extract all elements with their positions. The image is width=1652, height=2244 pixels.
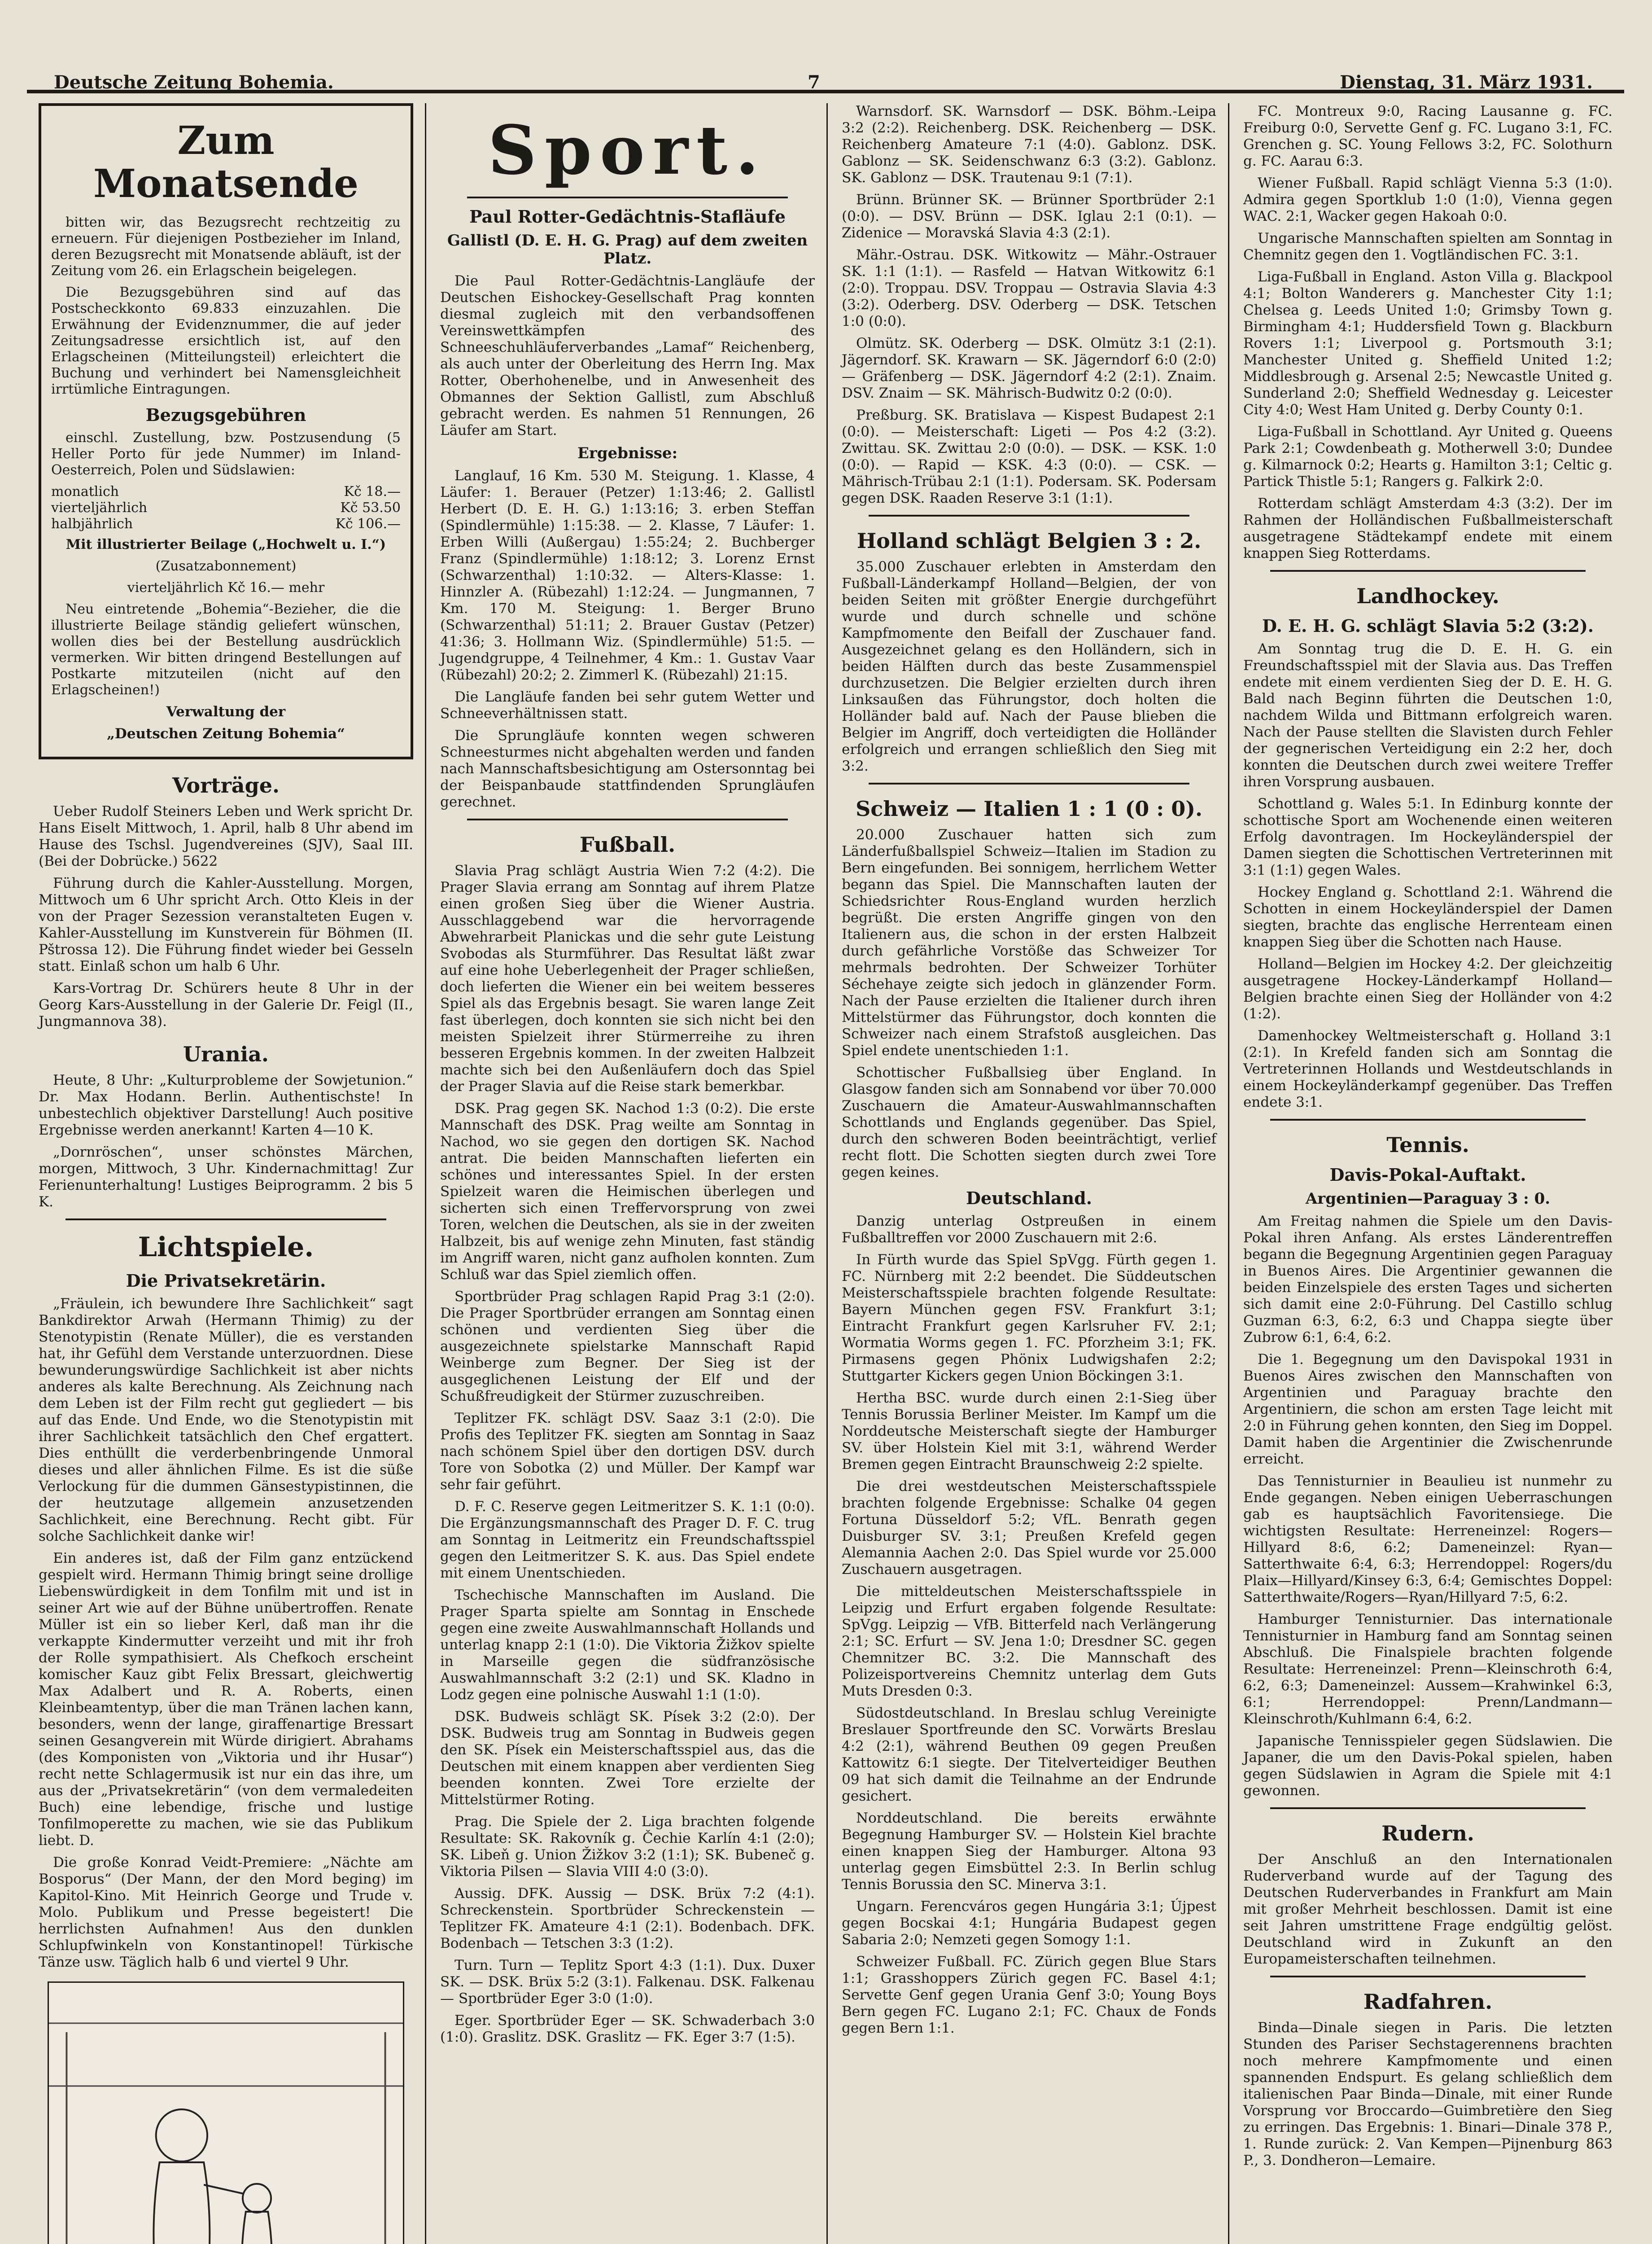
dehg-slavia-report: Am Sonntag trug die D. E. H. G. ein Freundschaftsspiel mit der Slavia aus. Das Treffen endete mit einem verdienten Sieg der D. E. H. G. Bald nach Beginn führten die Deutschen 1:0, nachdem Wilda und Bittmann erfolgreich waren. Nach der Pause stellten die Slavisten durch Fehler der gegnerischen Verteidigung ein 2:2 her, doch konnten die Deutschen durch zwei weitere Treffer ihren Vorsprung ausbauen. <box>1243 641 1613 790</box>
germany-hertha: Hertha BSC. wurde durch einen 2:1-Sieg über Tennis Borussia Berliner Meister. Im Kampf um die Norddeutsche Meisterschaft siegte der Hamburger SV. über Holstein Kiel mit 3:1, während Werder Bremen gegen Eintracht Braunschweig 2:2 spielte. <box>842 1390 1216 1473</box>
results-chemnitz: Ungarische Mannschaften spielten am Sonntag in Chemnitz gegen den 1. Vogtländischen FC. 3:1. <box>1243 230 1613 263</box>
rotter-results: Langlauf, 16 Km. 530 M. Steigung. 1. Klasse, 4 Läufer: 1. Berauer (Petzer) 1:13:46; 2. Gallistl Herbert (D. E. H. G.) 1:13:16; 3. erben Steffan (Spindlermühle) 1:15:38. — 2. Klasse, 7 Läufer: 1. Erben Willi (Außergau) 1:55:24; 2. Buchberger Franz (Spindlermühle) 1:18:12; 3. Lorenz Ernst (Schwarzenthal) 1:10:32. — Alters-Klasse: 1. Hinnzler A. (Rübezahl) 1:12:24. — Jungmannen, 7 Km. 170 M. Steigung: 1. Berger Bruno (Schwarzenthal) 51:11; 2. Brauer Gustav (Petzer) 41:36; 3. Hollmann Wiz. (Spindlermühle) 51:5. — Jugendgruppe, 4 Teilnehmer, 4 Km.: 1. Gustav Vaar (Rübezahl) 20:2; 2. Zimmerl K. (Rübezahl) 21:15. <box>440 468 815 683</box>
rotter-weather: Die Langläufe fanden bei sehr gutem Wetter und Schneeverhältnissen statt. <box>440 689 815 722</box>
lectures-heading: Vorträge. <box>172 773 280 798</box>
column-3 <box>830 103 1229 2244</box>
football-teplitz-saaz: Teplitzer FK. schlägt DSV. Saaz 3:1 (2:0). Die Profis des Teplitzer FK. siegten am Sonntag in Saaz nach schönem Spiel über den dortigen DSV. durch Tore von Sobotka (2) und Müller. Der Kampf war sehr fair geführt. <box>440 1410 815 1493</box>
results-north: Warnsdorf. SK. Warnsdorf — DSK. Böhm.-Leipa 3:2 (2:2). Reichenberg. DSK. Reichenberg — DSK. Reichenberg Amateure 7:1 (4:0). Gablonz. DSK. Gablonz — SK. Seidenschwanz 6:3 (3:2). Gablonz. SK. Gablonz — DSK. Trautenau 9:1 (7:1). <box>842 103 1216 186</box>
argentina-paraguay-title: Argentinien—Paraguay 3 : 0. <box>1305 1190 1551 1208</box>
divider <box>66 1218 386 1220</box>
field-hockey-heading: Landhockey. <box>1356 584 1499 608</box>
tennis-japan: Japanische Tennisspieler gegen Südslawien. Die Japaner, die um den Davis-Pokal spielen, haben gegen Südslawien in Agram die Spiele mit 4:1 gewonnen. <box>1243 1733 1613 1799</box>
illustrated-supplement: Mit illustrierter Beilage („Hochwelt u. I.“) <box>66 537 386 552</box>
divider <box>467 197 788 198</box>
rotter-title: Paul Rotter-Gedächtnis-Stafläufe <box>469 206 786 227</box>
holland-belgium-report: 35.000 Zuschauer erlebten in Amsterdam den Fußball-Länderkampf Holland—Belgien, der von beiden Seiten mit größter Energie durchgeführt wurde und durch schnelle und schöne Kampfmomente den Beifall der Zuschauer fand. Ausgezeichnet gelang es den Holländern, sich in beiden Hälften durch das beste Zusammenspiel durchzusetzen. Die Belgier erzielten durch ihren Linksaußen das Führungstor, doch holten die Holländer bald auf. Nach der Pause blieben die Belgier im Angriff, doch verteidigten die Holländer erfolgreich und errangen schließlich den Sieg mit 3:2. <box>842 559 1216 774</box>
urania-fairytale: „Dornröschen“, unser schönstes Märchen, morgen, Mittwoch, 3 Uhr. Kindernachmittag! Zur Ferienunterhaltung! Lustiges Beiprogramm. 2 bis 5 K. <box>39 1144 413 1210</box>
fee-row-monthly: monatlich Kč 18.— <box>51 484 401 500</box>
tennis-beaulieu: Das Tennisturnier in Beaulieu ist nunmehr zu Ende gegangen. Neben einigen Ueberraschungen gab es hauptsächlich Favoritensiege. Die wichtigsten Resultate: Herreneinzel: Rogers—Hillyard 8:6, 6:2; Dameneinzel: Ryan—Satterthwaite 6:4, 6:3; Herrendoppel: Rogers/du Plaix—Hillyard/Kinsey 6:3, 6:4; Gemischtes Doppel: Satterthwaite/Rogers—Ryan/Hillyard 7:5, 6:2. <box>1243 1473 1613 1605</box>
page-number: 7 <box>808 72 820 93</box>
lecture-kahler: Führung durch die Kahler-Ausstellung. Morgen, Mittwoch um 6 Uhr spricht Arch. Otto Kleis in der von der Prager Sezession veranstalteten Eugen v. Kahler-Ausstellung im Kunstverein für Böhmen (II. Pštrossa 12). Die Führung findet wieder bei Gesseln statt. Einlaß schon um halb 6 Uhr. <box>39 875 413 974</box>
davis-cup-title: Davis-Pokal-Auftakt. <box>1329 1165 1526 1185</box>
supplement-fee: vierteljährlich Kč 16.— mehr <box>127 580 325 596</box>
results-ostrau: Mähr.-Ostrau. DSK. Witkowitz — Mähr.-Ostrauer SK. 1:1 (1:1). — Rasfeld — Hatvan Witkowitz 6:1 (2:0). Troppau. DSV. Troppau — Ostravia Slavia 4:3 (3:2). Oderberg. DSV. Oderberg — DSK. Tetschen 1:0 (0:0). <box>842 247 1216 329</box>
results-vienna: Wiener Fußball. Rapid schlägt Vienna 5:3 (1:0). Admira gegen Sportklub 1:0 (1:0), Vienna gegen WAC. 2:1, Wacker gegen Hakoah 0:0. <box>1243 175 1613 224</box>
dehg-slavia-title: D. E. H. G. schlägt Slavia 5:2 (3:2). <box>1262 616 1594 636</box>
notice-title: Zum Monatsende <box>93 118 359 206</box>
football-aussig: Aussig. DFK. Aussig — DSK. Brüx 7:2 (4:1). Schreckenstein. Sportbrüder Schreckenstein — Teplitzer FK. Amateure 4:1 (2:1). Bodenbach. DFK. Bodenbach — Tetschen 3:3 (1:2). <box>440 1885 815 1951</box>
notice-signature-2: „Deutschen Zeitung Bohemia“ <box>107 726 345 742</box>
rowing-heading: Rudern. <box>1381 1821 1474 1845</box>
veidt-premiere: Die große Konrad Veidt-Premiere: „Nächte am Bosporus“ (Der Mann, der den Mord beging) im Kapitol-Kino. Mit Heinrich George und Trude v. Molo. Publikum und Presse begeistert! Die herrlichsten Aufnahmen! Aus den dunklen Schlupfwinkeln von Konstantinopel! Türkische Tänze usw. Täglich halb 6 und viertel 9 Uhr. <box>39 1854 413 1970</box>
column-2 <box>428 103 828 2244</box>
tennis-heading: Tennis. <box>1386 1133 1469 1157</box>
football-dsk-nachod: DSK. Prag gegen SK. Nachod 1:3 (0:2). Die erste Mannschaft des DSK. Prag weilte am Sonntag in Nachod, wo sie gegen den dortigen SK. Nachod antrat. Die beiden Mannschaften lieferten ein schönes und interessantes Spiel. In der ersten Spielzeit waren die Heimischen überlegen und sicherten sich einen Treffervorsprung von zwei Toren, welchen die Deutschen, als sie in der zweiten Halbzeit, bis auf wenige zehn Minuten, fast ständig im Angriff waren, nicht ganz aufholen konnten. Zum Schluß war das Spiel ziemlich offen. <box>440 1100 815 1283</box>
results-rotterdam: Rotterdam schlägt Amsterdam 4:3 (3:2). Der im Rahmen der Holländischen Fußballmeisterschaft ausgetragene Städtekampf endete mit einem knappen Sieg Rotterdams. <box>1243 495 1613 561</box>
sport-section-title: Sport. <box>488 111 767 190</box>
switzerland-italy-report: 20.000 Zuschauer hatten sich zum Länderfußballspiel Schweiz—Italien im Stadion zu Bern eingefunden. Bei sonnigem, herrlichem Wetter begann das Spiel. Die Mannschaften lauten der Schiedsrichter Rous-England wurden herzlich begrüßt. Die ersten Angriffe gingen von den Italienern aus, die schon in der ersten Halbzeit durch gefährliche Vorstöße das Schweizer Tor mehrmals bedrohten. Der Schweizer Torhüter Séchehaye zeigte sich jedoch in glänzender Form. Nach der Pause erzielten die Italiener durch ihren Mittelstürmer das Führungstor, doch konnten die Schweizer nach einem Strafstoß ausgleichen. Das Spiel endete unentschieden 1:1. <box>842 827 1216 1059</box>
rotter-subtitle: Gallistl (D. E. H. G. Prag) auf dem zweiten Platz. <box>447 232 808 267</box>
football-budweis-pisek: DSK. Budweis schlägt SK. Písek 3:2 (2:0). Der DSK. Budweis trug am Sonntag in Budweis gegen den SK. Písek ein Meisterschaftsspiel aus, das die Deutschen mit einem knappen aber verdienten Sieg beenden konnten. Zwei Tore erzielte der Mittelstürmer Roting. <box>440 1709 815 1808</box>
fee-row-halfyear: halbjährlich Kč 106.— <box>51 516 401 532</box>
film-review-p1: „Fräulein, ich bewundere Ihre Sachlichkeit“ sagt Bankdirektor Arwah (Hermann Thimig) zu der Stenotypistin (Renate Müller), die es verstanden hat, ihr Gefühl dem Verstande unterzuordnen. Diese bewunderungswürdige Sachlichkeit ist aber nichts anderes als kalte Berechnung. Als Zeichnung nach dem Leben ist der Film recht gut gegliedert — bis auf das Ende. Und Ende, wo die Stenotypistin mit ihrer Sachlichkeit tatsächlich den Chef ergattert. Dies enthüllt die verderbenbringende Unmoral dieses und aller ähnlichen Filme. Es ist die süße Verlockung für die dummen Gänsestypistinnen, die der heutzutage allgemein anzusetzenden Sachlichkeit, eine Berechnung. Recht gibt. Für solche Sachlichkeit danke wir! <box>39 1296 413 1544</box>
notice-text-3: Neu eintretende „Bohemia“-Bezieher, die die illustrierte Beilage ständig geliefert wünschen, wollen dies bei der Bestellung ausdrücklich vermerken. Wir bitten dringend Bestellungen auf Postkarte mitzuteilen (nicht auf den Erlagscheinen!) <box>51 601 401 698</box>
divider <box>869 515 1189 517</box>
column-4 <box>1232 103 1624 2244</box>
results-bruenn: Brünn. Brünner SK. — Brünner Sportbrüder 2:1 (0:0). — DSV. Brünn — DSK. Iglau 2:1 (0:1). — Zidenice — Moravská Slavia 4:3 (2:1). <box>842 192 1216 241</box>
newspaper-name: Deutsche Zeitung Bohemia. <box>54 72 334 93</box>
hockey-england-scotland: Hockey England g. Schottland 2:1. Während die Schotten in einem Hockeyländerspiel der Damen siegten, brachte das englische Herrenteam einen knappen Sieg über die Schotten nach Hause. <box>1243 884 1613 950</box>
fees-title: Bezugsgebühren <box>145 405 306 425</box>
issue-date: Dienstag, 31. März 1931. <box>1340 72 1593 93</box>
cycling-report: Binda—Dinale siegen in Paris. Die letzten Stunden des Pariser Sechstagerennens brachten noch mehrere Kampfmomente und einen spannenden Endspurt. Es gelang schließlich dem italienischen Paar Binda—Dinale, mit einer Runde Vorsprung vor Broccardo—Guimbretière den Sieg zu erringen. Das Ergebnis: 1. Binari—Dinale 378 P., 1. Runde zurück: 2. Van Kempen—Pijnenburg 863 P., 3. Dondheron—Lemaire. <box>1243 2020 1613 2169</box>
football-heading: Fußball. <box>579 833 676 857</box>
cartoon-illustration <box>48 1981 404 2244</box>
film-review-p2: Ein anderes ist, daß der Film ganz entzückend gespielt wird. Hermann Thimig bringt seine drollige Liebenswürdigkeit in dem Tonfilm mit und ist in seiner Art wie auf der Bühne unübertroffen. Renate Müller ist ein so lieber Kerl, daß man ihr die verkappte Kindermutter verzeiht und mit ihr froh der Rolle sympathisiert. Als Chefkoch erscheint komischer Kauz gibt Felix Bressart, gleichwertig Max Adalbert und R. A. Roberts, einen Kleinbeamtentyp, über die man Tränen lachen kann, besonders, wenn der lange, giraffenartige Bressart seinen Gesangverein mit Würde dirigiert. Abrahams (des Komponisten von „Viktoria und ihr Husar“) recht nette Schlagermusik ist nur ein das ihre, um aus der „Privatsekretärin“ (von dem vermaledeiten Buch) eine lebendige, frische und lustige Tonfilmoperette zu machen, wie sie das Publikum liebt. D. <box>39 1550 413 1849</box>
germany-danzig: Danzig unterlag Ostpreußen in einem Fußballtreffen vor 2000 Zuschauern mit 2:6. <box>842 1213 1216 1246</box>
divider <box>1270 1807 1586 1809</box>
cinema-heading: Lichtspiele. <box>138 1232 314 1263</box>
rowing-report: Der Anschluß an den Internationalen Ruderverband wurde auf der Tagung des Deutschen Ruderverbandes in Frankfurt am Main mit großer Mehrheit beschlossen. Damit ist eine seit Jahren umstrittene Frage endgültig gelöst. Deutschland wird in Zukunft an den Europameisterschaften teilnehmen. <box>1243 1851 1613 1967</box>
germany-south: In Fürth wurde das Spiel SpVgg. Fürth gegen 1. FC. Nürnberg mit 2:2 beendet. Die Süddeutschen Meisterschaftsspiele brachten folgende Resultate: Bayern München gegen FSV. Frankfurt 3:1; Eintracht Frankfurt gegen Karlsruher FV. 2:1; Wormatia Worms gegen 1. FC. Pforzheim 3:1; FK. Pirmasens gegen Phönix Ludwigshafen 2:2; Stuttgarter Kickers gegen Union Böckingen 3:1. <box>842 1252 1216 1384</box>
masthead <box>27 18 1624 93</box>
football-eger: Eger. Sportbrüder Eger — SK. Schwaderbach 3:0 (1:0). Graslitz. DSK. Graslitz — FK. Eger 3:7 (1:5). <box>440 2012 815 2045</box>
football-dfc-leitmeritz: D. F. C. Reserve gegen Leitmeritzer S. K. 1:1 (0:0). Die Ergänzungsmannschaft des Prager D. F. C. trug am Sonntag in Leitmeritz ein Freundschaftsspiel gegen den Leitmeritzer S. K. aus. Das Spiel endete mit einem Unentschieden. <box>440 1499 815 1581</box>
football-turn: Turn. Turn — Teplitz Sport 4:3 (1:1). Dux. Duxer SK. — DSK. Brüx 5:2 (3:1). Falkenau. DSK. Falkenau — Sportbrüder Eger 3:0 (1:0). <box>440 1957 815 2007</box>
divider <box>1270 570 1586 572</box>
notice-signature-1: Verwaltung der <box>166 704 286 720</box>
tennis-hamburg: Hamburger Tennisturnier. Das internationale Tennisturnier in Hamburg fand am Sonntag seinen Abschluß. Die Finalspiele brachten folgende Resultate: Herreneinzel: Prenn—Kleinschroth 6:4, 6:2, 6:3; Dameneinzel: Aussem—Krahwinkel 6:3, 6:1; Herrendoppel: Prenn/Landmann—Kleinschroth/Kuhlmann 6:4, 6:2. <box>1243 1611 1613 1727</box>
football-prag-liga: Prag. Die Spiele der 2. Liga brachten folgende Resultate: SK. Rakovník g. Čechie Karlín 4:1 (2:0); SK. Libeň g. Union Žižkov 3:2 (1:1); SK. Bubeneč g. Viktoria Pilsen — Slavia VIII 4:0 (3:0). <box>440 1814 815 1880</box>
cartoon-drawing <box>49 1983 403 2244</box>
rotter-results-heading: Ergebnisse: <box>577 444 678 462</box>
germany-central: Die mitteldeutschen Meisterschaftsspiele in Leipzig und Erfurt ergaben folgende Resultate: SpVgg. Leipzig — VfB. Bitterfeld nach Verlängerung 2:1; SC. Erfurt — SV. Jena 1:0; Dresdner SC. gegen Chemnitzer BC. 3:2. Die Mannschaft des Polizeisportvereins Chemnitz unterlag dem Guts Muts Dresden 0:3. <box>842 1583 1216 1699</box>
hockey-scotland-wales: Schottland g. Wales 5:1. In Edinburg konnte der schottische Sport am Wochenende einen weiteren Erfolg davontragen. Im Hockeyländerspiel der Damen siegten die Schottischen Vertreterinnen mit 3:1 (1:1) gegen Wales. <box>1243 796 1613 878</box>
lecture-kars: Kars-Vortrag Dr. Schürers heute 8 Uhr in der Georg Kars-Ausstellung in der Galerie Dr. Feigl (II., Jungmannova 38). <box>39 980 413 1030</box>
divider <box>1270 1976 1586 1977</box>
results-swiss-cont: FC. Montreux 9:0, Racing Lausanne g. FC. Freiburg 0:0, Servette Genf g. FC. Lugano 3:1, FC. Grenchen g. SC. Young Fellows 3:2, FC. Solothurn g. FC. Aarau 6:3. <box>1243 103 1613 169</box>
results-olmuetz: Olmütz. SK. Oderberg — DSK. Olmütz 3:1 (2:1). Jägerndorf. SK. Krawarn — SK. Jägerndorf 6:0 (2:0) — Gräfenberg — DSK. Jägerndorf 4:2 (2:1). Znaim. DSV. Znaim — SK. Mährisch-Budwitz 0:2 (0:0). <box>842 335 1216 401</box>
football-sportbrueder-rapid: Sportbrüder Prag schlagen Rapid Prag 3:1 (2:0). Die Prager Sportbrüder errangen am Sonntag einen schönen und verdienten Sieg über die ausgezeichnete spielstarke Mannschaft Rapid Weinberge zum Begner. Der Sieg ist der ausgeglichenen Leistung der Elf und der Schußfreudigkeit der Stürmer zuzuschreiben. <box>440 1289 815 1404</box>
football-abroad: Tschechische Mannschaften im Ausland. Die Prager Sparta spielte am Sonntag in Enschede gegen eine zweite Auswahlmannschaft Hollands und unterlag knapp 2:1 (1:0). Die Viktoria Žižkov spielte in Marseille gegen die südfranzösische Auswahlmannschaft 3:2 (2:1) und SK. Kladno in Lodz gegen eine polnische Auswahl 1:1 (1:0). <box>440 1587 815 1703</box>
results-pressburg: Preßburg. SK. Bratislava — Kispest Budapest 2:1 (0:0). — Meisterschaft: Ligeti — Pos 4:2 (3:2). Zwittau. SK. Zwittau 2:0 (0:0). — DSK. — KSK. 1:0 (0:0). — Rapid — KSK. 4:3 (0:0). — CSK. — Mährisch-Trübau 2:1 (1:1). Podersam. SK. Podersam gegen DSK. Raaden Reserve 3:1 (1:1). <box>842 407 1216 506</box>
divider <box>467 819 788 820</box>
germany-southeast: Südostdeutschland. In Breslau schlug Vereinigte Breslauer Sportfreunde den SC. Vorwärts Breslau 4:2 (2:1), während Beuthen 09 gegen Preußen Kattowitz 6:1 siegte. Der Titelverteidiger Beuthen 09 hat sich damit die Teilnahme an der Endrunde gesichert. <box>842 1705 1216 1804</box>
supplement-note: (Zusatzabonnement) <box>155 558 297 574</box>
urania-heading: Urania. <box>183 1042 269 1066</box>
divider <box>869 783 1189 785</box>
rotter-intro: Die Paul Rotter-Gedächtnis-Langläufe der Deutschen Eishockey-Gesellschaft Prag konnten diesmal zugleich mit den verbandsoffenen Vereinswettkämpfen des Schneeschuhläuferverbandes „Lamaf“ Reichenberg, als auch unter der Oberleitung des Herrn Ing. Max Rotter, Oberhohenelbe, und in Anwesenheit des Obmannes der Sektion Gallistl, zum Abschluß gebracht werden. Es nahmen 51 Rennungen, 26 Läufer am Start. <box>440 273 815 438</box>
switzerland-italy-title: Schweiz — Italien 1 : 1 (0 : 0). <box>855 797 1202 821</box>
germany-heading: Deutschland. <box>966 1188 1092 1208</box>
subscription-notice <box>39 103 413 759</box>
film-review-title: Die Privatsekretärin. <box>126 1271 326 1291</box>
column-1 <box>27 103 426 2244</box>
hockey-women: Damenhockey Weltmeisterschaft g. Holland 3:1 (2:1). In Krefeld fanden sich am Sonntag die Vertreterinnen Hollands und Westdeutschlands in einem Hockeyländerkampf gegenüber. Das Treffen endete 3:1. <box>1243 1028 1613 1110</box>
football-slavia-austria: Slavia Prag schlägt Austria Wien 7:2 (4:2). Die Prager Slavia errang am Sonntag auf ihrem Platze einen großen Sieg über die Wiener Austria. Ausschlaggebend war die hervorragende Abwehrarbeit Planickas und die sehr gute Leistung Svobodas als Sturmführer. Das Resultat läßt zwar auf eine hohe Ueberlegenheit der Prager schließen, doch lieferten die Wiener ein bei weitem besseres Spiel als das Ergebnis besagt. Sie waren lange Zeit fast überlegen, doch konnten sie sich nicht bei den meisten Spielzeit ihrer Stürmerreihe zu ihren besseren Ergebnis kommen. In der zweiten Halbzeit machte sich bei den Außenläufern doch das Spiel der Prager Slavia auf die Reise stark bemerkbar. <box>440 863 815 1095</box>
results-scotland-league: Liga-Fußball in Schottland. Ayr United g. Queens Park 2:1; Cowdenbeath g. Motherwell 3:0; Dundee g. Kilmarnock 0:2; Hearts g. Hamilton 3:1; Celtic g. Partick Thistle 5:1; Rangers g. Falkirk 2:0. <box>1243 424 1613 490</box>
germany-west: Die drei westdeutschen Meisterschaftsspiele brachten folgende Ergebnisse: Schalke 04 gegen Fortuna Düsseldorf 5:2; VfL. Benrath gegen Duisburger SV. 3:1; Preußen Krefeld gegen Alemannia Aachen 2:0. Das Spiel wurde vor 25.000 Zuschauern ausgetragen. <box>842 1478 1216 1578</box>
germany-north: Norddeutschland. Die bereits erwähnte Begegnung Hamburger SV. — Holstein Kiel brachte einen knappen Sieg der Hamburger. Altona 93 unterlag gegen Eimsbüttel 2:3. In Berlin schlug Tennis Borussia den SC. Minerva 3:1. <box>842 1810 1216 1893</box>
tennis-davis-1: Am Freitag nahmen die Spiele um den Davis-Pokal ihren Anfang. Als erstes Länderentreffen begann die Begegnung Argentinien gegen Paraguay in Buenos Aires. Die Argentinier gewannen die beiden Einzelspiele des ersten Tages und sicherten sich damit eine 2:0-Führung. Del Castillo schlug Guzman 6:3, 6:2, 6:3 und Chappa siegte über Zubrow 6:1, 6:4, 6:2. <box>1243 1213 1613 1346</box>
hungary-results: Ungarn. Ferencváros gegen Hungária 3:1; Újpest gegen Bocskai 4:1; Hungária Budapest gegen Sabaria 2:0; Nemzeti gegen Somogy 1:1. <box>842 1898 1216 1948</box>
fees-intro: einschl. Zustellung, bzw. Postzusendung (5 Heller Porto für jede Nummer) im Inland-Oesterreich, Polen und Südslawien: <box>51 430 401 478</box>
fee-row-quarterly: vierteljährlich Kč 53.50 <box>51 500 401 516</box>
cycling-heading: Radfahren. <box>1363 1990 1493 2014</box>
newspaper-page <box>27 18 1624 2244</box>
notice-text-1: bitten wir, das Bezugsrecht rechtzeitig zu erneuern. Für diejenigen Postbezieher im Inland, deren Bezugsrecht mit Monatsende abläuft, ist der Zeitung vom 26. ein Erlagschein beigelegen. <box>51 215 401 279</box>
swiss-results: Schweizer Fußball. FC. Zürich gegen Blue Stars 1:1; Grasshoppers Zürich gegen FC. Basel 4:1; Servette Genf gegen Urania Genf 3:0; Young Boys Bern gegen FC. Lugano 2:1; FC. Chaux de Fonds gegen Bern 1:1. <box>842 1954 1216 2036</box>
results-england-league: Liga-Fußball in England. Aston Villa g. Blackpool 4:1; Bolton Wanderers g. Manchester City 1:1; Chelsea g. Leeds United 1:0; Grimsby Town g. Birmingham 4:1; Huddersfield Town g. Blackburn Rovers 1:1; Liverpool g. Portsmouth 3:1; Manchester United g. Sheffield United 1:2; Middlesbrough g. Arsenal 2:5; Newcastle United g. Sunderland 2:0; Sheffield Wednesday g. Leicester City 4:0; West Ham United g. Derby County 0:1. <box>1243 269 1613 418</box>
divider <box>1270 1119 1586 1121</box>
lecture-steiner: Ueber Rudolf Steiners Leben und Werk spricht Dr. Hans Eiselt Mittwoch, 1. April, halb 8 Uhr abend im Hause des Tschsl. Jugendvereines (SJV), Saal III. (Bei der Dobrücke.) 5622 <box>39 803 413 869</box>
hockey-holland-belgium: Holland—Belgien im Hockey 4:2. Der gleichzeitig ausgetragene Hockey-Länderkampf Holland—Belgien brachte einen Sieg der Holländer von 4:2 (1:2). <box>1243 956 1613 1022</box>
notice-text-2: Die Bezugsgebühren sind auf das Postscheckkonto 69.833 einzuzahlen. Die Erwähnung der Evidenznummer, die auf jeder Zeitungsadresse ersichtlich ist, auf den Erlagscheinen (Mitteilungsteil) erleichtert die Buchung und verhindert bei Namensgleichheit irrtümliche Eintragungen. <box>51 285 401 397</box>
holland-belgium-title: Holland schlägt Belgien 3 : 2. <box>857 529 1202 553</box>
scotland-england-report: Schottischer Fußballsieg über England. In Glasgow fanden sich am Sonnabend vor über 70.000 Zuschauern die Amateur-Auswahlmannschaften Schottlands und Englands gegenüber. Das Spiel, durch den schweren Boden beeinträchtigt, verlief recht flott. Die Schotten siegten durch zwei Tore gegen keines. <box>842 1065 1216 1180</box>
tennis-davis-2: Die 1. Begegnung um den Davispokal 1931 in Buenos Aires zwischen den Mannschaften von Argentinien und Paraguay brachte den Argentiniern, die schon am ersten Tage leicht mit 2:0 in Führung gehen konnten, den Sieg im Doppel. Damit haben die Argentinier die Zwischenrunde erreicht. <box>1243 1351 1613 1467</box>
rotter-jumps: Die Sprungläufe konnten wegen schweren Schneesturmes nicht abgehalten werden und fanden nach Mannschaftsbesichtigung am Ostersonntag bei der Beispanbaude stattfindenden Sprungläufen gerechnet. <box>440 728 815 810</box>
urania-lecture: Heute, 8 Uhr: „Kulturprobleme der Sowjetunion.“ Dr. Max Hodann. Berlin. Authentischste! In unbestechlich objektiver Darstellung! Auch positive Ergebnisse werden anerkannt! Karten 4—10 K. <box>39 1072 413 1138</box>
